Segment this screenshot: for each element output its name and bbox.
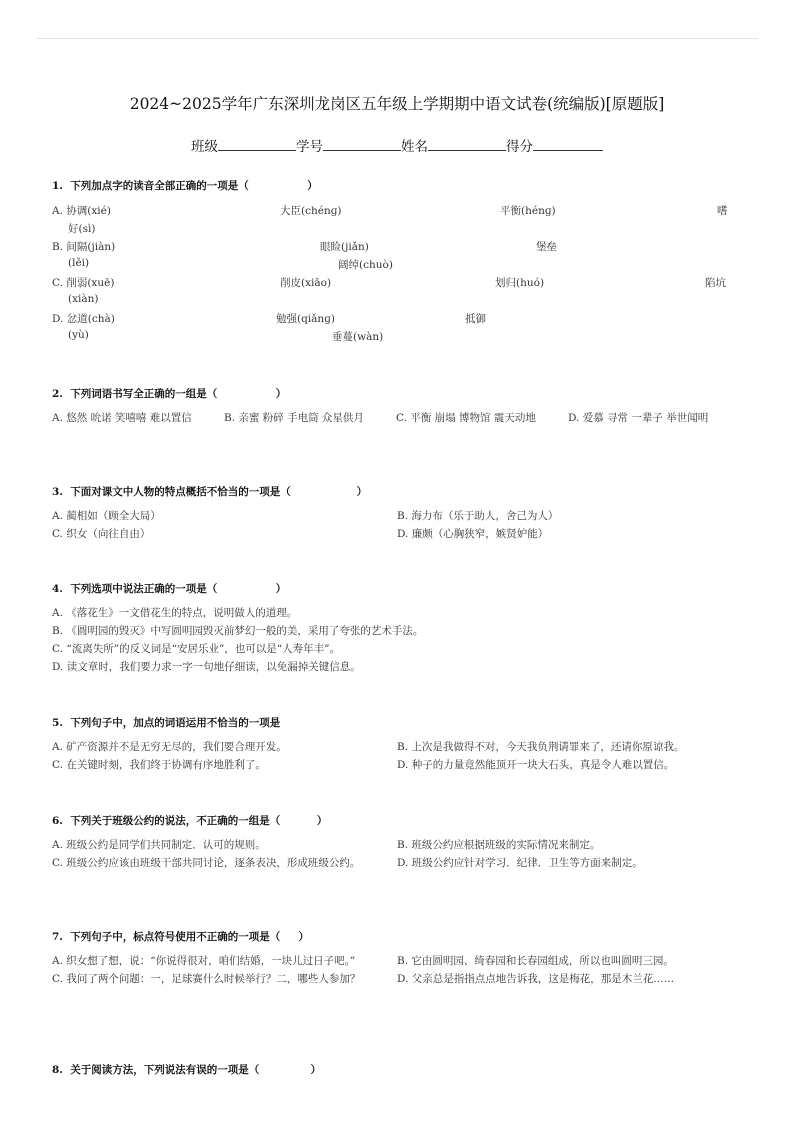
q3-options xyxy=(52,507,742,543)
question-6 xyxy=(52,813,742,872)
page-title: 2024~2025学年广东深圳龙岗区五年级上学期期中语文试卷(统编版)[原题版] xyxy=(129,95,665,113)
question-2 xyxy=(52,386,742,427)
option-b[interactable]: B. 它由圆明园、绮春园和长春园组成，所以也叫圆明三园。 xyxy=(397,955,674,967)
option-c[interactable]: C. 平衡 崩塌 博物馆 震天动地 xyxy=(396,412,536,424)
question-stem: 4. 下列选项中说法正确的一项是（ ） xyxy=(52,583,287,595)
option-c[interactable]: C. 在关键时刻，我们终于协调有序地胜利了。 xyxy=(52,759,266,771)
q1-options xyxy=(52,203,742,347)
question-8 xyxy=(52,1062,742,1077)
score-label: 得分 xyxy=(506,139,533,155)
question-3 xyxy=(52,484,742,543)
question-stem: 8. 关于阅读方法，下列说法有误的一项是（ ） xyxy=(52,1064,321,1076)
q5-options xyxy=(52,738,742,774)
option-d[interactable]: D. 班级公约应针对学习．纪律．卫生等方面来制定。 xyxy=(397,857,643,869)
q6-options xyxy=(52,836,742,872)
option-row: (yù) 垂蔓(wàn) xyxy=(68,329,384,343)
q7-options xyxy=(52,952,742,988)
option-row: B. 间隔(jiàn) 眼睑(jiǎn) 堡垒 xyxy=(52,241,557,253)
option-a[interactable]: A. 协调(xié) xyxy=(52,205,111,217)
option-b[interactable]: B. 间隔(jiàn) xyxy=(52,241,116,253)
option-row: 好(sì) xyxy=(68,223,96,235)
question-stem: 1. 下列加点字的读音全部正确的一项是（ ） xyxy=(52,180,318,192)
question-1 xyxy=(52,178,742,347)
class-label: 班级 xyxy=(191,139,218,155)
option-row: A. 协调(xié) 大臣(chénɡ) 平衡(hénɡ) 嗜 xyxy=(52,205,728,217)
option-a[interactable]: A. 织女想了想，说：“你说得很对，咱们结婚，一块儿过日子吧。” xyxy=(52,955,356,967)
class-blank[interactable] xyxy=(218,138,296,151)
option-a[interactable]: A. 悠然 吮诺 笑嘻嘻 难以置信 xyxy=(52,412,192,424)
option-a[interactable]: A. 矿产资源并不是无穷无尽的，我们要合理开发。 xyxy=(52,741,287,753)
option-d[interactable]: D. 爱慕 寻常 一辈子 举世闻明 xyxy=(568,412,709,424)
score-blank[interactable] xyxy=(533,138,603,151)
header-rule xyxy=(36,38,758,39)
option-a[interactable]: A. 班级公约是同学们共同制定．认可的规则。 xyxy=(52,839,266,851)
id-label: 学号 xyxy=(296,139,323,155)
question-stem: 3. 下面对课文中人物的特点概括不恰当的一项是（ ） xyxy=(52,486,368,498)
option-d[interactable]: D. 读文章时，我们要力求一字一句地仔细读，以免漏掉关键信息。 xyxy=(52,661,361,673)
option-b[interactable]: B. 上次是我做得不对，今天我负荆请罪来了，还请你原谅我。 xyxy=(397,741,685,753)
option-a[interactable]: A. 蔺相如（顾全大局） xyxy=(52,510,161,522)
option-c[interactable]: C. “流离失所”的反义词是“安居乐业”，也可以是“人寿年丰”。 xyxy=(52,643,341,655)
q2-options xyxy=(52,409,742,427)
question-stem: 2. 下列词语书写全正确的一组是（ ） xyxy=(52,388,287,400)
name-label: 姓名 xyxy=(401,139,428,155)
q4-options xyxy=(52,604,742,676)
option-d[interactable]: D. 父亲总是指指点点地告诉我，这是梅花，那是木兰花…… xyxy=(397,973,675,985)
question-stem: 7. 下列句子中，标点符号使用不正确的一项是（ ） xyxy=(52,931,310,943)
option-d[interactable]: D. 种子的力量竟然能顶开一块大石头，真是令人难以置信。 xyxy=(397,759,675,771)
option-c[interactable]: C. 我问了两个问题：一，足球赛什么时候举行？二，哪些人参加？ xyxy=(52,973,361,985)
option-b[interactable]: B. 《圆明园的毁灭》中写圆明园毁灭前梦幻一般的美，采用了夸张的艺术手法。 xyxy=(52,625,424,637)
option-row: (lěi) 阔绰(chuò) xyxy=(68,257,393,271)
option-c[interactable]: C. 削弱(xuē) xyxy=(52,277,115,289)
question-stem: 5. 下列句子中，加点的词语运用不恰当的一项是 xyxy=(52,717,281,729)
option-b[interactable]: B. 亲蜜 粉碎 手电筒 众星供月 xyxy=(224,412,364,424)
question-stem: 6. 下列关于班级公约的说法，不正确的一组是（ ） xyxy=(52,815,328,827)
option-d[interactable]: D. 忿道(chà) xyxy=(52,313,115,325)
option-c[interactable]: C. 织女（向往自由） xyxy=(52,528,151,540)
id-blank[interactable] xyxy=(323,138,401,151)
option-d[interactable]: D. 廉颇（心胸狭窄，嫉贤妒能） xyxy=(397,528,549,540)
option-row: (xiàn) xyxy=(68,293,99,305)
name-blank[interactable] xyxy=(428,138,506,151)
option-row: D. 忿道(chà) 勉强(qiǎnɡ) 抵御 xyxy=(52,313,486,325)
option-row: C. 削弱(xuē) 削皮(xiāo) 划归(huó) 陷坑 xyxy=(52,277,726,289)
option-b[interactable]: B. 班级公约应根据班级的实际情况来制定。 xyxy=(397,839,601,851)
option-b[interactable]: B. 海力布（乐于助人，舍己为人） xyxy=(397,510,559,522)
student-info-line xyxy=(0,135,794,155)
option-a[interactable]: A. 《落花生》一文借花生的特点，说明做人的道理。 xyxy=(52,607,298,619)
question-5 xyxy=(52,715,742,774)
question-4 xyxy=(52,581,742,676)
option-c[interactable]: C. 班级公约应该由班级干部共同讨论，逐条表决，形成班级公约。 xyxy=(52,857,361,869)
question-7 xyxy=(52,929,742,988)
